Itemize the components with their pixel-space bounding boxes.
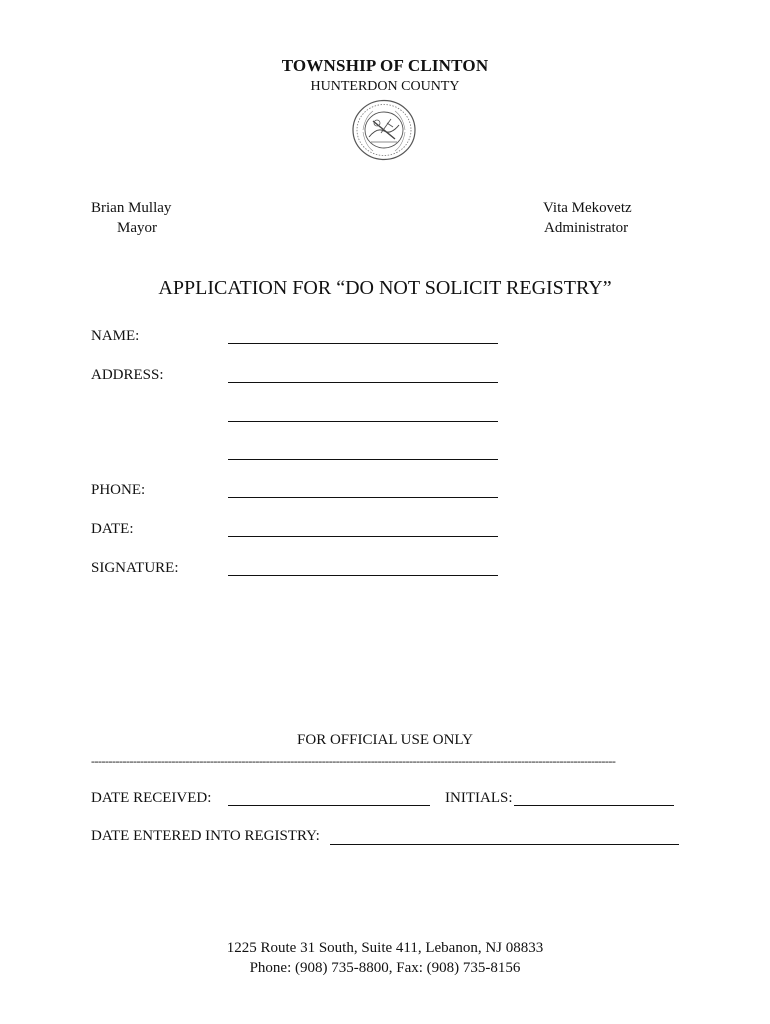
address-field-line-2[interactable] [228, 421, 498, 422]
initials-field[interactable] [514, 805, 674, 806]
initials-label: INITIALS: [445, 790, 513, 806]
footer-address: 1225 Route 31 South, Suite 411, Lebanon, NJ 08833 [226, 940, 544, 956]
date-label: DATE: [91, 521, 134, 537]
date-received-field[interactable] [228, 805, 430, 806]
signature-field[interactable] [228, 575, 498, 576]
date-entered-field[interactable] [330, 844, 679, 845]
footer-contact: Phone: (908) 735-8800, Fax: (908) 735-8156 [249, 960, 521, 976]
name-label: NAME: [91, 328, 140, 344]
date-received-label: DATE RECEIVED: [91, 790, 212, 806]
phone-field[interactable] [228, 497, 498, 498]
date-entered-label: DATE ENTERED INTO REGISTRY: [91, 828, 320, 844]
signature-label: SIGNATURE: [91, 560, 179, 576]
address-field-line-1[interactable] [228, 382, 498, 383]
mayor-name: Brian Mullay [91, 200, 172, 216]
date-field[interactable] [228, 536, 498, 537]
administrator-title: Administrator [544, 220, 629, 236]
township-seal-icon [351, 99, 417, 161]
phone-label: PHONE: [91, 482, 146, 498]
administrator-name: Vita Mekovetz [543, 200, 632, 216]
county-subtitle: HUNTERDON COUNTY [310, 79, 460, 94]
mayor-title: Mayor [117, 220, 157, 236]
address-label: ADDRESS: [91, 367, 164, 383]
address-field-line-3[interactable] [228, 459, 498, 460]
official-use-separator: ------------------------------------------------------------------------------------------------------------------------------------------------------ [91, 754, 616, 768]
official-use-heading: FOR OFFICIAL USE ONLY [297, 732, 473, 748]
name-field[interactable] [228, 343, 498, 344]
township-title: TOWNSHIP OF CLINTON [281, 56, 489, 75]
application-title: APPLICATION FOR “DO NOT SOLICIT REGISTRY” [158, 277, 612, 299]
